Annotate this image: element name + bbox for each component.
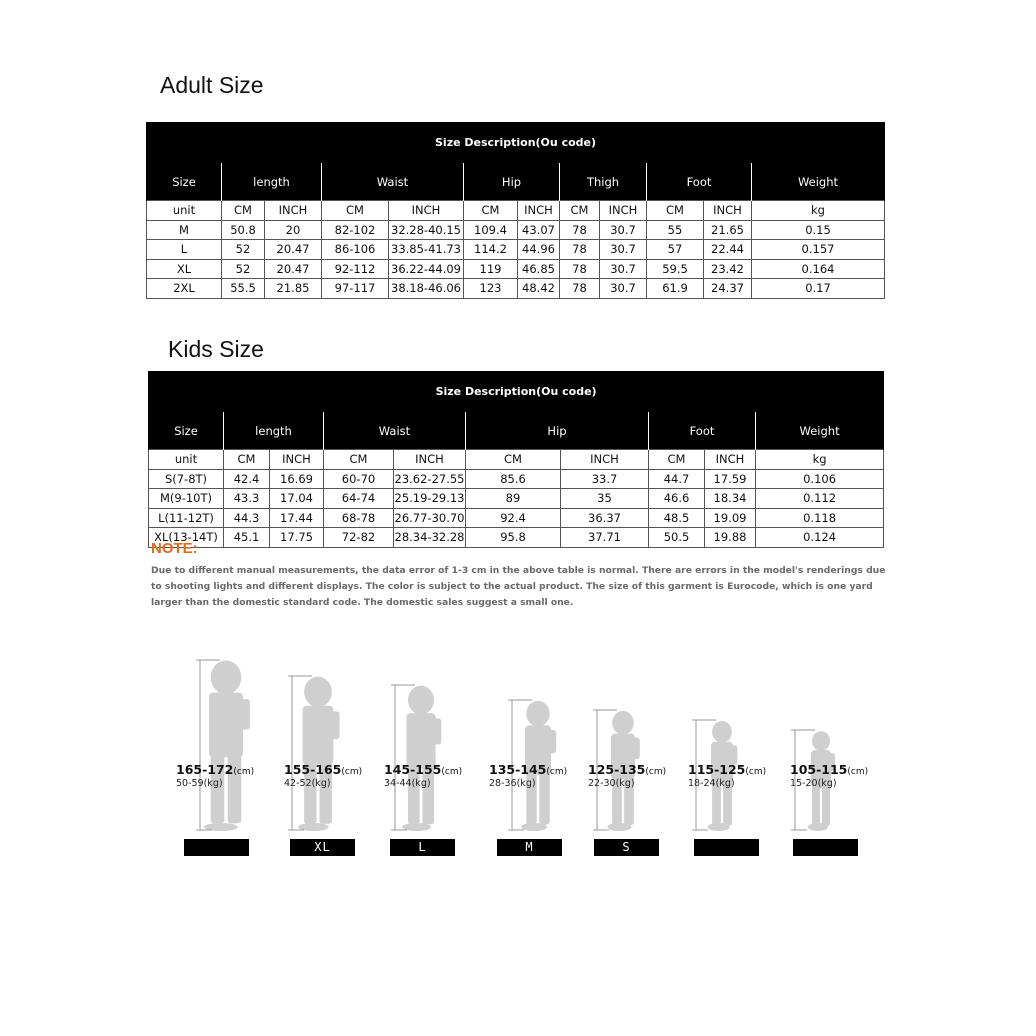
- table-cell: 21.85: [265, 279, 322, 299]
- table-cell: 52: [222, 259, 265, 279]
- adult-header-thigh: Thigh: [560, 163, 647, 201]
- table-cell: 44.3: [224, 508, 270, 528]
- weight-range: 15-20(kg): [790, 778, 837, 789]
- table-cell: 23.62-27.55: [394, 469, 466, 489]
- table-cell: L(11-12T): [149, 508, 224, 528]
- size-tag: S: [594, 839, 659, 856]
- table-cell: 36.37: [561, 508, 649, 528]
- table-cell: 82-102: [322, 220, 389, 240]
- size-tag: [793, 839, 858, 856]
- unit-cell: unit: [149, 450, 224, 470]
- unit-cell: kg: [752, 201, 885, 221]
- table-cell: 89: [466, 489, 561, 509]
- size-tag: L: [390, 839, 455, 856]
- table-cell: M: [147, 220, 222, 240]
- table-cell: 17.04: [270, 489, 324, 509]
- table-cell: 46.6: [649, 489, 705, 509]
- table-cell: 60-70: [324, 469, 394, 489]
- height-range-value: 145-155: [384, 762, 442, 777]
- table-cell: 50.8: [222, 220, 265, 240]
- size-tag: M: [497, 839, 562, 856]
- table-row: [147, 240, 885, 260]
- size-reference-figures: [0, 640, 1036, 870]
- unit-cell: INCH: [704, 201, 752, 221]
- table-cell: 44.96: [518, 240, 560, 260]
- unit-cell: INCH: [600, 201, 647, 221]
- table-row: [149, 469, 884, 489]
- unit-cell: INCH: [265, 201, 322, 221]
- kids-header-weight: Weight: [756, 412, 884, 450]
- table-cell: 21.65: [704, 220, 752, 240]
- table-cell: 20: [265, 220, 322, 240]
- adult-table-body: [147, 201, 885, 299]
- weight-range: 22-30(kg): [588, 778, 635, 789]
- adult-header-size: Size: [147, 163, 222, 201]
- table-cell: 0.118: [756, 508, 884, 528]
- kids-header-size: Size: [149, 412, 224, 450]
- table-cell: 22.44: [704, 240, 752, 260]
- table-cell: 85.6: [466, 469, 561, 489]
- height-range-unit: (cm): [441, 767, 463, 777]
- table-cell: 0.157: [752, 240, 885, 260]
- height-range-unit: (cm): [745, 767, 767, 777]
- table-cell: 95.8: [466, 528, 561, 548]
- unit-cell: CM: [647, 201, 704, 221]
- table-cell: 16.69: [270, 469, 324, 489]
- unit-cell: CM: [222, 201, 265, 221]
- table-cell: 50.5: [649, 528, 705, 548]
- table-cell: 57: [647, 240, 704, 260]
- height-range-unit: (cm): [341, 767, 363, 777]
- table-cell: 61.9: [647, 279, 704, 299]
- table-cell: 30.7: [600, 279, 647, 299]
- table-cell: 52: [222, 240, 265, 260]
- table-cell: 46.85: [518, 259, 560, 279]
- height-range-unit: (cm): [546, 767, 568, 777]
- unit-cell: INCH: [561, 450, 649, 470]
- height-range-value: 105-115: [790, 762, 848, 777]
- adult-table-caption: Size Description(Ou code): [147, 123, 885, 163]
- table-cell: 55.5: [222, 279, 265, 299]
- table-row: [149, 489, 884, 509]
- unit-cell: CM: [322, 201, 389, 221]
- table-cell: 2XL: [147, 279, 222, 299]
- unit-cell: kg: [756, 450, 884, 470]
- adult-unit-row: [147, 201, 885, 221]
- table-cell: M(9-10T): [149, 489, 224, 509]
- size-tag: XL: [290, 839, 355, 856]
- kids-table-body: [149, 450, 884, 548]
- table-cell: 59.5: [647, 259, 704, 279]
- table-cell: 0.15: [752, 220, 885, 240]
- table-cell: XL(13-14T): [149, 528, 224, 548]
- table-cell: 97-117: [322, 279, 389, 299]
- adult-size-table: [146, 122, 885, 299]
- kids-unit-row: [149, 450, 884, 470]
- kids-header-waist: Waist: [324, 412, 466, 450]
- table-cell: 55: [647, 220, 704, 240]
- table-cell: 0.124: [756, 528, 884, 548]
- kids-size-title: Kids Size: [168, 336, 264, 362]
- table-cell: 45.1: [224, 528, 270, 548]
- height-range-unit: (cm): [645, 767, 667, 777]
- table-row: [147, 259, 885, 279]
- unit-cell: INCH: [518, 201, 560, 221]
- table-cell: 17.59: [705, 469, 756, 489]
- table-cell: 44.7: [649, 469, 705, 489]
- weight-range: 50-59(kg): [176, 778, 223, 789]
- unit-cell: INCH: [389, 201, 464, 221]
- height-range-value: 115-125: [688, 762, 746, 777]
- table-row: [149, 508, 884, 528]
- unit-cell: CM: [224, 450, 270, 470]
- note-label: NOTE:: [151, 540, 198, 557]
- table-cell: 43.3: [224, 489, 270, 509]
- table-cell: L: [147, 240, 222, 260]
- table-cell: 119: [464, 259, 518, 279]
- table-cell: 78: [560, 220, 600, 240]
- table-cell: 109.4: [464, 220, 518, 240]
- table-row: [149, 528, 884, 548]
- table-cell: S(7-8T): [149, 469, 224, 489]
- table-cell: 33.85-41.73: [389, 240, 464, 260]
- table-cell: 78: [560, 259, 600, 279]
- height-range-value: 125-135: [588, 762, 646, 777]
- table-cell: 72-82: [324, 528, 394, 548]
- table-cell: 68-78: [324, 508, 394, 528]
- weight-range: 34-44(kg): [384, 778, 431, 789]
- adult-header-length: length: [222, 163, 322, 201]
- unit-cell: INCH: [270, 450, 324, 470]
- unit-cell: CM: [560, 201, 600, 221]
- unit-cell: CM: [649, 450, 705, 470]
- adult-header-weight: Weight: [752, 163, 885, 201]
- table-cell: 30.7: [600, 220, 647, 240]
- height-range-unit: (cm): [847, 767, 869, 777]
- table-cell: 78: [560, 240, 600, 260]
- table-cell: 23.42: [704, 259, 752, 279]
- kids-table-caption: Size Description(Ou code): [149, 372, 884, 412]
- table-cell: XL: [147, 259, 222, 279]
- table-cell: 0.112: [756, 489, 884, 509]
- height-range: [790, 762, 868, 777]
- kids-header-hip: Hip: [466, 412, 649, 450]
- weight-range: 18-24(kg): [688, 778, 735, 789]
- table-cell: 86-106: [322, 240, 389, 260]
- weight-range: 42-52(kg): [284, 778, 331, 789]
- table-cell: 0.17: [752, 279, 885, 299]
- kids-size-table: [148, 371, 884, 548]
- table-cell: 17.44: [270, 508, 324, 528]
- table-cell: 19.09: [705, 508, 756, 528]
- table-cell: 0.164: [752, 259, 885, 279]
- unit-cell: unit: [147, 201, 222, 221]
- table-cell: 20.47: [265, 240, 322, 260]
- table-cell: 123: [464, 279, 518, 299]
- height-range-value: 155-165: [284, 762, 342, 777]
- table-cell: 36.22-44.09: [389, 259, 464, 279]
- table-cell: 24.37: [704, 279, 752, 299]
- kids-header-foot: Foot: [649, 412, 756, 450]
- adult-header-foot: Foot: [647, 163, 752, 201]
- table-cell: 17.75: [270, 528, 324, 548]
- adult-size-title: Adult Size: [160, 72, 264, 98]
- table-cell: 38.18-46.06: [389, 279, 464, 299]
- table-cell: 64-74: [324, 489, 394, 509]
- child-silhouette-icon: [0, 640, 1036, 870]
- table-row: [147, 279, 885, 299]
- unit-cell: INCH: [394, 450, 466, 470]
- table-row: [147, 220, 885, 240]
- table-cell: 78: [560, 279, 600, 299]
- table-cell: 32.28-40.15: [389, 220, 464, 240]
- table-cell: 18.34: [705, 489, 756, 509]
- unit-cell: CM: [466, 450, 561, 470]
- table-cell: 114.2: [464, 240, 518, 260]
- height-range-value: 165-172: [176, 762, 234, 777]
- table-cell: 92.4: [466, 508, 561, 528]
- table-cell: 42.4: [224, 469, 270, 489]
- height-range-unit: (cm): [233, 767, 255, 777]
- table-cell: 48.42: [518, 279, 560, 299]
- unit-cell: CM: [324, 450, 394, 470]
- table-cell: 20.47: [265, 259, 322, 279]
- weight-range: 28-36(kg): [489, 778, 536, 789]
- note-text: Due to different manual measurements, the data error of 1-3 cm in the above table is normal. There are errors in the model's renderings due to shooting lights and different displays. The color is subject to the actual product. The size of this garment is Eurocode, which is one yard larger than the domestic standard code. The domestic sales suggest a small one.: [151, 565, 886, 608]
- unit-cell: INCH: [705, 450, 756, 470]
- table-cell: 43.07: [518, 220, 560, 240]
- table-cell: 92-112: [322, 259, 389, 279]
- adult-header-hip: Hip: [464, 163, 560, 201]
- unit-cell: CM: [464, 201, 518, 221]
- adult-header-waist: Waist: [322, 163, 464, 201]
- height-range-value: 135-145: [489, 762, 547, 777]
- table-cell: 26.77-30.70: [394, 508, 466, 528]
- table-cell: 19.88: [705, 528, 756, 548]
- table-cell: 25.19-29.13: [394, 489, 466, 509]
- table-cell: 33.7: [561, 469, 649, 489]
- kids-header-length: length: [224, 412, 324, 450]
- table-cell: 37.71: [561, 528, 649, 548]
- table-cell: 30.7: [600, 240, 647, 260]
- table-cell: 0.106: [756, 469, 884, 489]
- table-cell: 48.5: [649, 508, 705, 528]
- table-cell: 30.7: [600, 259, 647, 279]
- table-cell: 35: [561, 489, 649, 509]
- table-cell: 28.34-32.28: [394, 528, 466, 548]
